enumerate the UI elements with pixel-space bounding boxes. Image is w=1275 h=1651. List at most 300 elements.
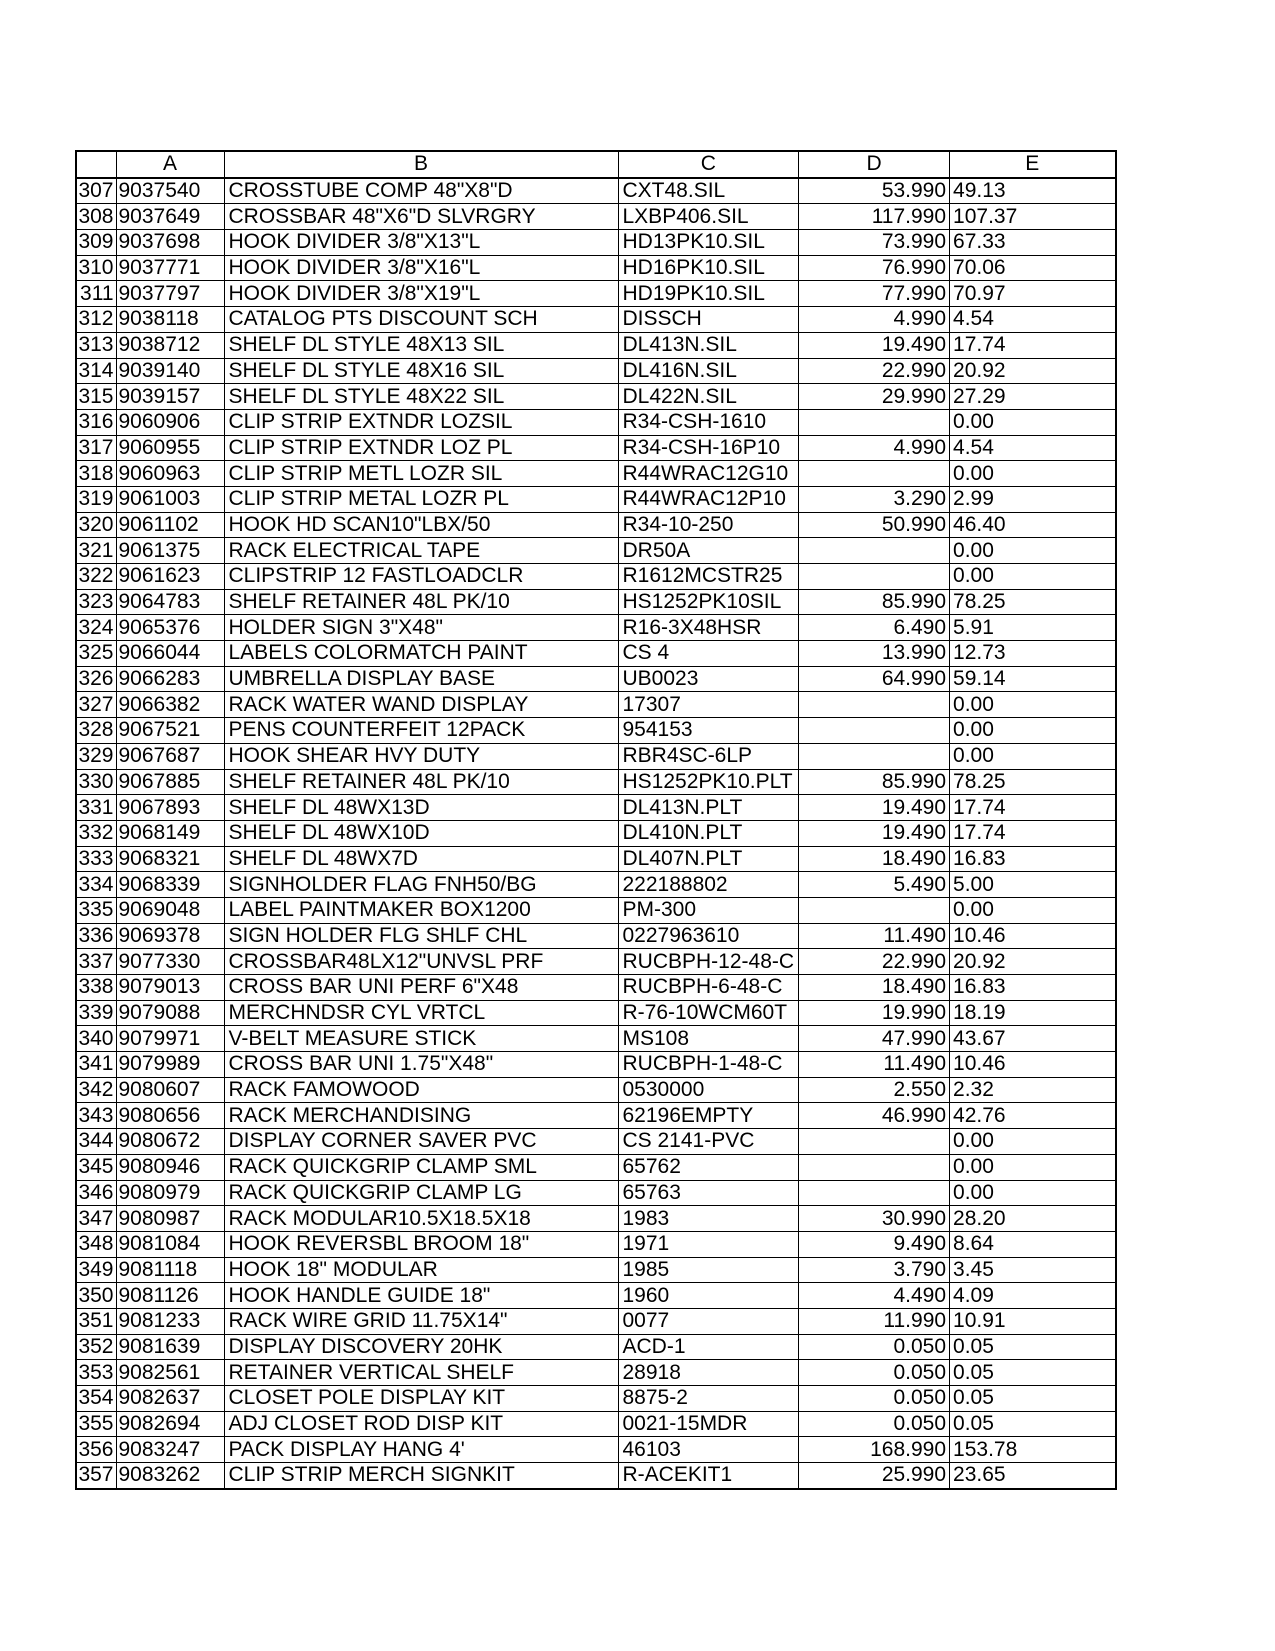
cell-b[interactable]: CLIP STRIP METL LOZR SIL: [224, 461, 618, 487]
cell-e[interactable]: 0.00: [950, 743, 1116, 769]
cell-b[interactable]: SHELF DL STYLE 48X13 SIL: [224, 332, 618, 358]
cell-a[interactable]: 9067893: [116, 795, 224, 821]
cell-a[interactable]: 9080656: [116, 1103, 224, 1129]
row-number[interactable]: 353: [76, 1360, 116, 1386]
cell-e[interactable]: 28.20: [950, 1206, 1116, 1232]
cell-d[interactable]: 2.550: [799, 1077, 950, 1103]
cell-b[interactable]: RACK QUICKGRIP CLAMP LG: [224, 1180, 618, 1206]
cell-e[interactable]: 0.05: [950, 1334, 1116, 1360]
cell-e[interactable]: 20.92: [950, 358, 1116, 384]
column-header-b[interactable]: B: [224, 151, 618, 178]
cell-d[interactable]: 50.990: [799, 512, 950, 538]
cell-e[interactable]: 0.00: [950, 409, 1116, 435]
cell-a[interactable]: 9080987: [116, 1206, 224, 1232]
cell-c[interactable]: R44WRAC12G10: [618, 461, 799, 487]
cell-c[interactable]: RBR4SC-6LP: [618, 743, 799, 769]
cell-d[interactable]: [799, 1129, 950, 1155]
cell-a[interactable]: 9083262: [116, 1463, 224, 1489]
cell-e[interactable]: 10.46: [950, 923, 1116, 949]
cell-b[interactable]: PACK DISPLAY HANG 4': [224, 1437, 618, 1463]
cell-a[interactable]: 9080979: [116, 1180, 224, 1206]
cell-a[interactable]: 9081084: [116, 1231, 224, 1257]
cell-a[interactable]: 9081118: [116, 1257, 224, 1283]
cell-d[interactable]: 4.990: [799, 307, 950, 333]
cell-a[interactable]: 9037540: [116, 178, 224, 204]
cell-b[interactable]: HOOK HANDLE GUIDE 18": [224, 1283, 618, 1309]
cell-a[interactable]: 9066044: [116, 641, 224, 667]
cell-a[interactable]: 9038118: [116, 307, 224, 333]
row-number[interactable]: 349: [76, 1257, 116, 1283]
cell-b[interactable]: DISPLAY DISCOVERY 20HK: [224, 1334, 618, 1360]
cell-d[interactable]: [799, 461, 950, 487]
cell-d[interactable]: 0.050: [799, 1411, 950, 1437]
cell-d[interactable]: 11.490: [799, 1052, 950, 1078]
cell-d[interactable]: 76.990: [799, 255, 950, 281]
cell-e[interactable]: 0.00: [950, 564, 1116, 590]
cell-b[interactable]: LABELS COLORMATCH PAINT: [224, 641, 618, 667]
cell-c[interactable]: 62196EMPTY: [618, 1103, 799, 1129]
cell-e[interactable]: 49.13: [950, 178, 1116, 204]
cell-c[interactable]: R1612MCSTR25: [618, 564, 799, 590]
cell-c[interactable]: 17307: [618, 692, 799, 718]
row-number[interactable]: 317: [76, 435, 116, 461]
row-number[interactable]: 326: [76, 666, 116, 692]
cell-c[interactable]: 0077: [618, 1308, 799, 1334]
cell-b[interactable]: RACK WIRE GRID 11.75X14": [224, 1308, 618, 1334]
cell-d[interactable]: 9.490: [799, 1231, 950, 1257]
cell-e[interactable]: 0.00: [950, 1129, 1116, 1155]
cell-c[interactable]: HD13PK10.SIL: [618, 230, 799, 256]
cell-b[interactable]: HOOK DIVIDER 3/8"X13"L: [224, 230, 618, 256]
cell-c[interactable]: 222188802: [618, 872, 799, 898]
cell-d[interactable]: [799, 692, 950, 718]
cell-e[interactable]: 10.91: [950, 1308, 1116, 1334]
row-number[interactable]: 313: [76, 332, 116, 358]
cell-a[interactable]: 9079088: [116, 1000, 224, 1026]
cell-d[interactable]: 85.990: [799, 769, 950, 795]
cell-c[interactable]: HD16PK10.SIL: [618, 255, 799, 281]
cell-d[interactable]: 117.990: [799, 204, 950, 230]
cell-a[interactable]: 9037797: [116, 281, 224, 307]
cell-a[interactable]: 9079971: [116, 1026, 224, 1052]
cell-c[interactable]: LXBP406.SIL: [618, 204, 799, 230]
cell-c[interactable]: 28918: [618, 1360, 799, 1386]
cell-d[interactable]: 77.990: [799, 281, 950, 307]
cell-e[interactable]: 10.46: [950, 1052, 1116, 1078]
cell-b[interactable]: CLIP STRIP MERCH SIGNKIT: [224, 1463, 618, 1489]
cell-e[interactable]: 2.32: [950, 1077, 1116, 1103]
cell-a[interactable]: 9082561: [116, 1360, 224, 1386]
row-number[interactable]: 331: [76, 795, 116, 821]
column-header-e[interactable]: E: [950, 151, 1116, 178]
row-number[interactable]: 340: [76, 1026, 116, 1052]
cell-a[interactable]: 9068149: [116, 820, 224, 846]
cell-e[interactable]: 5.00: [950, 872, 1116, 898]
cell-b[interactable]: RACK FAMOWOOD: [224, 1077, 618, 1103]
cell-b[interactable]: HOOK DIVIDER 3/8"X16"L: [224, 255, 618, 281]
cell-c[interactable]: DL422N.SIL: [618, 384, 799, 410]
cell-d[interactable]: [799, 409, 950, 435]
cell-d[interactable]: 11.990: [799, 1308, 950, 1334]
cell-d[interactable]: 13.990: [799, 641, 950, 667]
cell-a[interactable]: 9061003: [116, 486, 224, 512]
row-number[interactable]: 309: [76, 230, 116, 256]
cell-d[interactable]: 73.990: [799, 230, 950, 256]
cell-a[interactable]: 9066283: [116, 666, 224, 692]
cell-e[interactable]: 20.92: [950, 949, 1116, 975]
cell-c[interactable]: RUCBPH-1-48-C: [618, 1052, 799, 1078]
cell-d[interactable]: 19.990: [799, 1000, 950, 1026]
cell-d[interactable]: 0.050: [799, 1386, 950, 1412]
cell-d[interactable]: 22.990: [799, 949, 950, 975]
cell-c[interactable]: 65762: [618, 1154, 799, 1180]
cell-d[interactable]: 19.490: [799, 820, 950, 846]
cell-d[interactable]: 18.490: [799, 975, 950, 1001]
row-number[interactable]: 327: [76, 692, 116, 718]
cell-d[interactable]: 0.050: [799, 1334, 950, 1360]
cell-a[interactable]: 9065376: [116, 615, 224, 641]
cell-e[interactable]: 0.00: [950, 1180, 1116, 1206]
cell-b[interactable]: LABEL PAINTMAKER BOX1200: [224, 897, 618, 923]
cell-c[interactable]: 0227963610: [618, 923, 799, 949]
cell-e[interactable]: 4.54: [950, 307, 1116, 333]
cell-d[interactable]: 47.990: [799, 1026, 950, 1052]
cell-c[interactable]: CS 4: [618, 641, 799, 667]
cell-b[interactable]: CLIP STRIP METAL LOZR PL: [224, 486, 618, 512]
cell-d[interactable]: 22.990: [799, 358, 950, 384]
row-number[interactable]: 325: [76, 641, 116, 667]
cell-a[interactable]: 9067687: [116, 743, 224, 769]
row-number[interactable]: 348: [76, 1231, 116, 1257]
cell-c[interactable]: R-76-10WCM60T: [618, 1000, 799, 1026]
cell-c[interactable]: MS108: [618, 1026, 799, 1052]
row-number[interactable]: 357: [76, 1463, 116, 1489]
row-number[interactable]: 335: [76, 897, 116, 923]
cell-b[interactable]: HOOK REVERSBL BROOM 18": [224, 1231, 618, 1257]
cell-e[interactable]: 3.45: [950, 1257, 1116, 1283]
column-header-c[interactable]: C: [618, 151, 799, 178]
cell-c[interactable]: R44WRAC12P10: [618, 486, 799, 512]
row-number[interactable]: 310: [76, 255, 116, 281]
cell-b[interactable]: SIGNHOLDER FLAG FNH50/BG: [224, 872, 618, 898]
cell-e[interactable]: 70.97: [950, 281, 1116, 307]
cell-a[interactable]: 9060955: [116, 435, 224, 461]
row-number[interactable]: 308: [76, 204, 116, 230]
cell-d[interactable]: 11.490: [799, 923, 950, 949]
cell-d[interactable]: 46.990: [799, 1103, 950, 1129]
row-number[interactable]: 320: [76, 512, 116, 538]
cell-c[interactable]: HS1252PK10SIL: [618, 589, 799, 615]
cell-a[interactable]: 9067885: [116, 769, 224, 795]
cell-c[interactable]: HD19PK10.SIL: [618, 281, 799, 307]
cell-e[interactable]: 18.19: [950, 1000, 1116, 1026]
cell-e[interactable]: 12.73: [950, 641, 1116, 667]
cell-e[interactable]: 67.33: [950, 230, 1116, 256]
cell-e[interactable]: 0.00: [950, 1154, 1116, 1180]
row-number[interactable]: 323: [76, 589, 116, 615]
cell-e[interactable]: 27.29: [950, 384, 1116, 410]
cell-b[interactable]: RACK ELECTRICAL TAPE: [224, 538, 618, 564]
cell-e[interactable]: 17.74: [950, 795, 1116, 821]
cell-a[interactable]: 9079013: [116, 975, 224, 1001]
cell-e[interactable]: 17.74: [950, 820, 1116, 846]
row-number[interactable]: 339: [76, 1000, 116, 1026]
cell-e[interactable]: 107.37: [950, 204, 1116, 230]
cell-c[interactable]: 1971: [618, 1231, 799, 1257]
row-number[interactable]: 312: [76, 307, 116, 333]
cell-d[interactable]: 19.490: [799, 332, 950, 358]
cell-b[interactable]: RETAINER VERTICAL SHELF: [224, 1360, 618, 1386]
row-number[interactable]: 324: [76, 615, 116, 641]
cell-b[interactable]: CATALOG PTS DISCOUNT SCH: [224, 307, 618, 333]
cell-b[interactable]: HOLDER SIGN 3"X48": [224, 615, 618, 641]
cell-b[interactable]: HOOK HD SCAN10"LBX/50: [224, 512, 618, 538]
cell-a[interactable]: 9061375: [116, 538, 224, 564]
cell-d[interactable]: 30.990: [799, 1206, 950, 1232]
row-number[interactable]: 347: [76, 1206, 116, 1232]
cell-d[interactable]: 4.990: [799, 435, 950, 461]
cell-b[interactable]: CROSSBAR48LX12"UNVSL PRF: [224, 949, 618, 975]
cell-a[interactable]: 9083247: [116, 1437, 224, 1463]
cell-c[interactable]: HS1252PK10.PLT: [618, 769, 799, 795]
cell-d[interactable]: 168.990: [799, 1437, 950, 1463]
cell-a[interactable]: 9081126: [116, 1283, 224, 1309]
cell-e[interactable]: 0.05: [950, 1386, 1116, 1412]
cell-d[interactable]: 0.050: [799, 1360, 950, 1386]
cell-e[interactable]: 78.25: [950, 589, 1116, 615]
cell-a[interactable]: 9037771: [116, 255, 224, 281]
row-number[interactable]: 333: [76, 846, 116, 872]
cell-c[interactable]: RUCBPH-12-48-C: [618, 949, 799, 975]
cell-b[interactable]: DISPLAY CORNER SAVER PVC: [224, 1129, 618, 1155]
cell-a[interactable]: 9082637: [116, 1386, 224, 1412]
cell-b[interactable]: SHELF DL STYLE 48X22 SIL: [224, 384, 618, 410]
row-number[interactable]: 322: [76, 564, 116, 590]
cell-c[interactable]: 1985: [618, 1257, 799, 1283]
cell-c[interactable]: 0530000: [618, 1077, 799, 1103]
cell-a[interactable]: 9039157: [116, 384, 224, 410]
row-number[interactable]: 336: [76, 923, 116, 949]
cell-b[interactable]: PENS COUNTERFEIT 12PACK: [224, 718, 618, 744]
cell-a[interactable]: 9068321: [116, 846, 224, 872]
cell-e[interactable]: 78.25: [950, 769, 1116, 795]
cell-d[interactable]: 6.490: [799, 615, 950, 641]
cell-e[interactable]: 0.00: [950, 718, 1116, 744]
cell-c[interactable]: CS 2141-PVC: [618, 1129, 799, 1155]
cell-e[interactable]: 16.83: [950, 846, 1116, 872]
row-number[interactable]: 354: [76, 1386, 116, 1412]
cell-e[interactable]: 59.14: [950, 666, 1116, 692]
cell-c[interactable]: DL410N.PLT: [618, 820, 799, 846]
cell-c[interactable]: 954153: [618, 718, 799, 744]
row-number[interactable]: 311: [76, 281, 116, 307]
cell-e[interactable]: 0.00: [950, 897, 1116, 923]
cell-b[interactable]: SHELF DL STYLE 48X16 SIL: [224, 358, 618, 384]
cell-b[interactable]: UMBRELLA DISPLAY BASE: [224, 666, 618, 692]
cell-b[interactable]: CLIP STRIP EXTNDR LOZ PL: [224, 435, 618, 461]
cell-c[interactable]: DR50A: [618, 538, 799, 564]
cell-a[interactable]: 9077330: [116, 949, 224, 975]
cell-d[interactable]: 29.990: [799, 384, 950, 410]
row-number[interactable]: 345: [76, 1154, 116, 1180]
cell-a[interactable]: 9068339: [116, 872, 224, 898]
cell-a[interactable]: 9060963: [116, 461, 224, 487]
row-number[interactable]: 355: [76, 1411, 116, 1437]
cell-c[interactable]: 1983: [618, 1206, 799, 1232]
cell-b[interactable]: CROSSBAR 48"X6"D SLVRGRY: [224, 204, 618, 230]
cell-d[interactable]: 25.990: [799, 1463, 950, 1489]
row-number[interactable]: 316: [76, 409, 116, 435]
corner-cell[interactable]: [76, 151, 116, 178]
cell-d[interactable]: 5.490: [799, 872, 950, 898]
cell-c[interactable]: 46103: [618, 1437, 799, 1463]
cell-c[interactable]: R34-CSH-16P10: [618, 435, 799, 461]
cell-d[interactable]: 19.490: [799, 795, 950, 821]
cell-a[interactable]: 9081639: [116, 1334, 224, 1360]
cell-b[interactable]: SHELF RETAINER 48L PK/10: [224, 589, 618, 615]
cell-b[interactable]: MERCHNDSR CYL VRTCL: [224, 1000, 618, 1026]
cell-c[interactable]: DL407N.PLT: [618, 846, 799, 872]
row-number[interactable]: 350: [76, 1283, 116, 1309]
cell-e[interactable]: 0.00: [950, 692, 1116, 718]
row-number[interactable]: 328: [76, 718, 116, 744]
cell-d[interactable]: [799, 564, 950, 590]
cell-b[interactable]: CLIP STRIP EXTNDR LOZSIL: [224, 409, 618, 435]
cell-a[interactable]: 9037698: [116, 230, 224, 256]
cell-a[interactable]: 9064783: [116, 589, 224, 615]
row-number[interactable]: 319: [76, 486, 116, 512]
cell-b[interactable]: ADJ CLOSET ROD DISP KIT: [224, 1411, 618, 1437]
cell-c[interactable]: R16-3X48HSR: [618, 615, 799, 641]
cell-d[interactable]: [799, 743, 950, 769]
cell-a[interactable]: 9081233: [116, 1308, 224, 1334]
row-number[interactable]: 318: [76, 461, 116, 487]
cell-e[interactable]: 4.09: [950, 1283, 1116, 1309]
cell-a[interactable]: 9080672: [116, 1129, 224, 1155]
row-number[interactable]: 338: [76, 975, 116, 1001]
cell-e[interactable]: 43.67: [950, 1026, 1116, 1052]
cell-a[interactable]: 9080946: [116, 1154, 224, 1180]
row-number[interactable]: 307: [76, 178, 116, 204]
row-number[interactable]: 334: [76, 872, 116, 898]
cell-b[interactable]: SHELF RETAINER 48L PK/10: [224, 769, 618, 795]
cell-d[interactable]: [799, 538, 950, 564]
cell-e[interactable]: 70.06: [950, 255, 1116, 281]
cell-a[interactable]: 9061623: [116, 564, 224, 590]
cell-e[interactable]: 16.83: [950, 975, 1116, 1001]
cell-b[interactable]: CROSS BAR UNI PERF 6"X48: [224, 975, 618, 1001]
cell-c[interactable]: CXT48.SIL: [618, 178, 799, 204]
cell-a[interactable]: 9069048: [116, 897, 224, 923]
cell-c[interactable]: R34-CSH-1610: [618, 409, 799, 435]
cell-c[interactable]: 0021-15MDR: [618, 1411, 799, 1437]
cell-e[interactable]: 23.65: [950, 1463, 1116, 1489]
cell-b[interactable]: CROSSTUBE COMP 48"X8"D: [224, 178, 618, 204]
cell-c[interactable]: DL416N.SIL: [618, 358, 799, 384]
cell-b[interactable]: CROSS BAR UNI 1.75"X48": [224, 1052, 618, 1078]
cell-a[interactable]: 9061102: [116, 512, 224, 538]
cell-e[interactable]: 17.74: [950, 332, 1116, 358]
cell-c[interactable]: R-ACEKIT1: [618, 1463, 799, 1489]
cell-a[interactable]: 9080607: [116, 1077, 224, 1103]
cell-d[interactable]: 85.990: [799, 589, 950, 615]
cell-e[interactable]: 0.00: [950, 461, 1116, 487]
cell-a[interactable]: 9038712: [116, 332, 224, 358]
cell-c[interactable]: DISSCH: [618, 307, 799, 333]
row-number[interactable]: 356: [76, 1437, 116, 1463]
cell-d[interactable]: [799, 718, 950, 744]
cell-a[interactable]: 9037649: [116, 204, 224, 230]
cell-c[interactable]: PM-300: [618, 897, 799, 923]
cell-e[interactable]: 8.64: [950, 1231, 1116, 1257]
cell-c[interactable]: 1960: [618, 1283, 799, 1309]
cell-d[interactable]: 64.990: [799, 666, 950, 692]
cell-c[interactable]: UB0023: [618, 666, 799, 692]
cell-a[interactable]: 9079989: [116, 1052, 224, 1078]
cell-b[interactable]: HOOK DIVIDER 3/8"X19"L: [224, 281, 618, 307]
row-number[interactable]: 351: [76, 1308, 116, 1334]
cell-b[interactable]: RACK WATER WAND DISPLAY: [224, 692, 618, 718]
cell-c[interactable]: 8875-2: [618, 1386, 799, 1412]
cell-e[interactable]: 2.99: [950, 486, 1116, 512]
row-number[interactable]: 321: [76, 538, 116, 564]
cell-a[interactable]: 9069378: [116, 923, 224, 949]
row-number[interactable]: 314: [76, 358, 116, 384]
cell-c[interactable]: DL413N.PLT: [618, 795, 799, 821]
cell-a[interactable]: 9067521: [116, 718, 224, 744]
row-number[interactable]: 346: [76, 1180, 116, 1206]
cell-d[interactable]: 3.290: [799, 486, 950, 512]
cell-b[interactable]: RACK MODULAR10.5X18.5X18: [224, 1206, 618, 1232]
cell-c[interactable]: R34-10-250: [618, 512, 799, 538]
column-header-d[interactable]: D: [799, 151, 950, 178]
cell-d[interactable]: 4.490: [799, 1283, 950, 1309]
row-number[interactable]: 352: [76, 1334, 116, 1360]
cell-c[interactable]: DL413N.SIL: [618, 332, 799, 358]
cell-a[interactable]: 9082694: [116, 1411, 224, 1437]
cell-b[interactable]: SHELF DL 48WX10D: [224, 820, 618, 846]
row-number[interactable]: 342: [76, 1077, 116, 1103]
cell-e[interactable]: 0.05: [950, 1360, 1116, 1386]
cell-b[interactable]: SHELF DL 48WX13D: [224, 795, 618, 821]
cell-b[interactable]: RACK MERCHANDISING: [224, 1103, 618, 1129]
cell-d[interactable]: 53.990: [799, 178, 950, 204]
cell-b[interactable]: RACK QUICKGRIP CLAMP SML: [224, 1154, 618, 1180]
cell-e[interactable]: 0.05: [950, 1411, 1116, 1437]
cell-b[interactable]: SIGN HOLDER FLG SHLF CHL: [224, 923, 618, 949]
cell-a[interactable]: 9039140: [116, 358, 224, 384]
cell-b[interactable]: CLIPSTRIP 12 FASTLOADCLR: [224, 564, 618, 590]
cell-e[interactable]: 4.54: [950, 435, 1116, 461]
cell-a[interactable]: 9066382: [116, 692, 224, 718]
row-number[interactable]: 343: [76, 1103, 116, 1129]
cell-d[interactable]: [799, 897, 950, 923]
cell-e[interactable]: 5.91: [950, 615, 1116, 641]
cell-e[interactable]: 42.76: [950, 1103, 1116, 1129]
cell-c[interactable]: 65763: [618, 1180, 799, 1206]
column-header-a[interactable]: A: [116, 151, 224, 178]
cell-d[interactable]: 18.490: [799, 846, 950, 872]
cell-c[interactable]: ACD-1: [618, 1334, 799, 1360]
cell-c[interactable]: RUCBPH-6-48-C: [618, 975, 799, 1001]
row-number[interactable]: 330: [76, 769, 116, 795]
row-number[interactable]: 337: [76, 949, 116, 975]
cell-e[interactable]: 153.78: [950, 1437, 1116, 1463]
cell-b[interactable]: CLOSET POLE DISPLAY KIT: [224, 1386, 618, 1412]
cell-d[interactable]: 3.790: [799, 1257, 950, 1283]
cell-a[interactable]: 9060906: [116, 409, 224, 435]
cell-e[interactable]: 46.40: [950, 512, 1116, 538]
